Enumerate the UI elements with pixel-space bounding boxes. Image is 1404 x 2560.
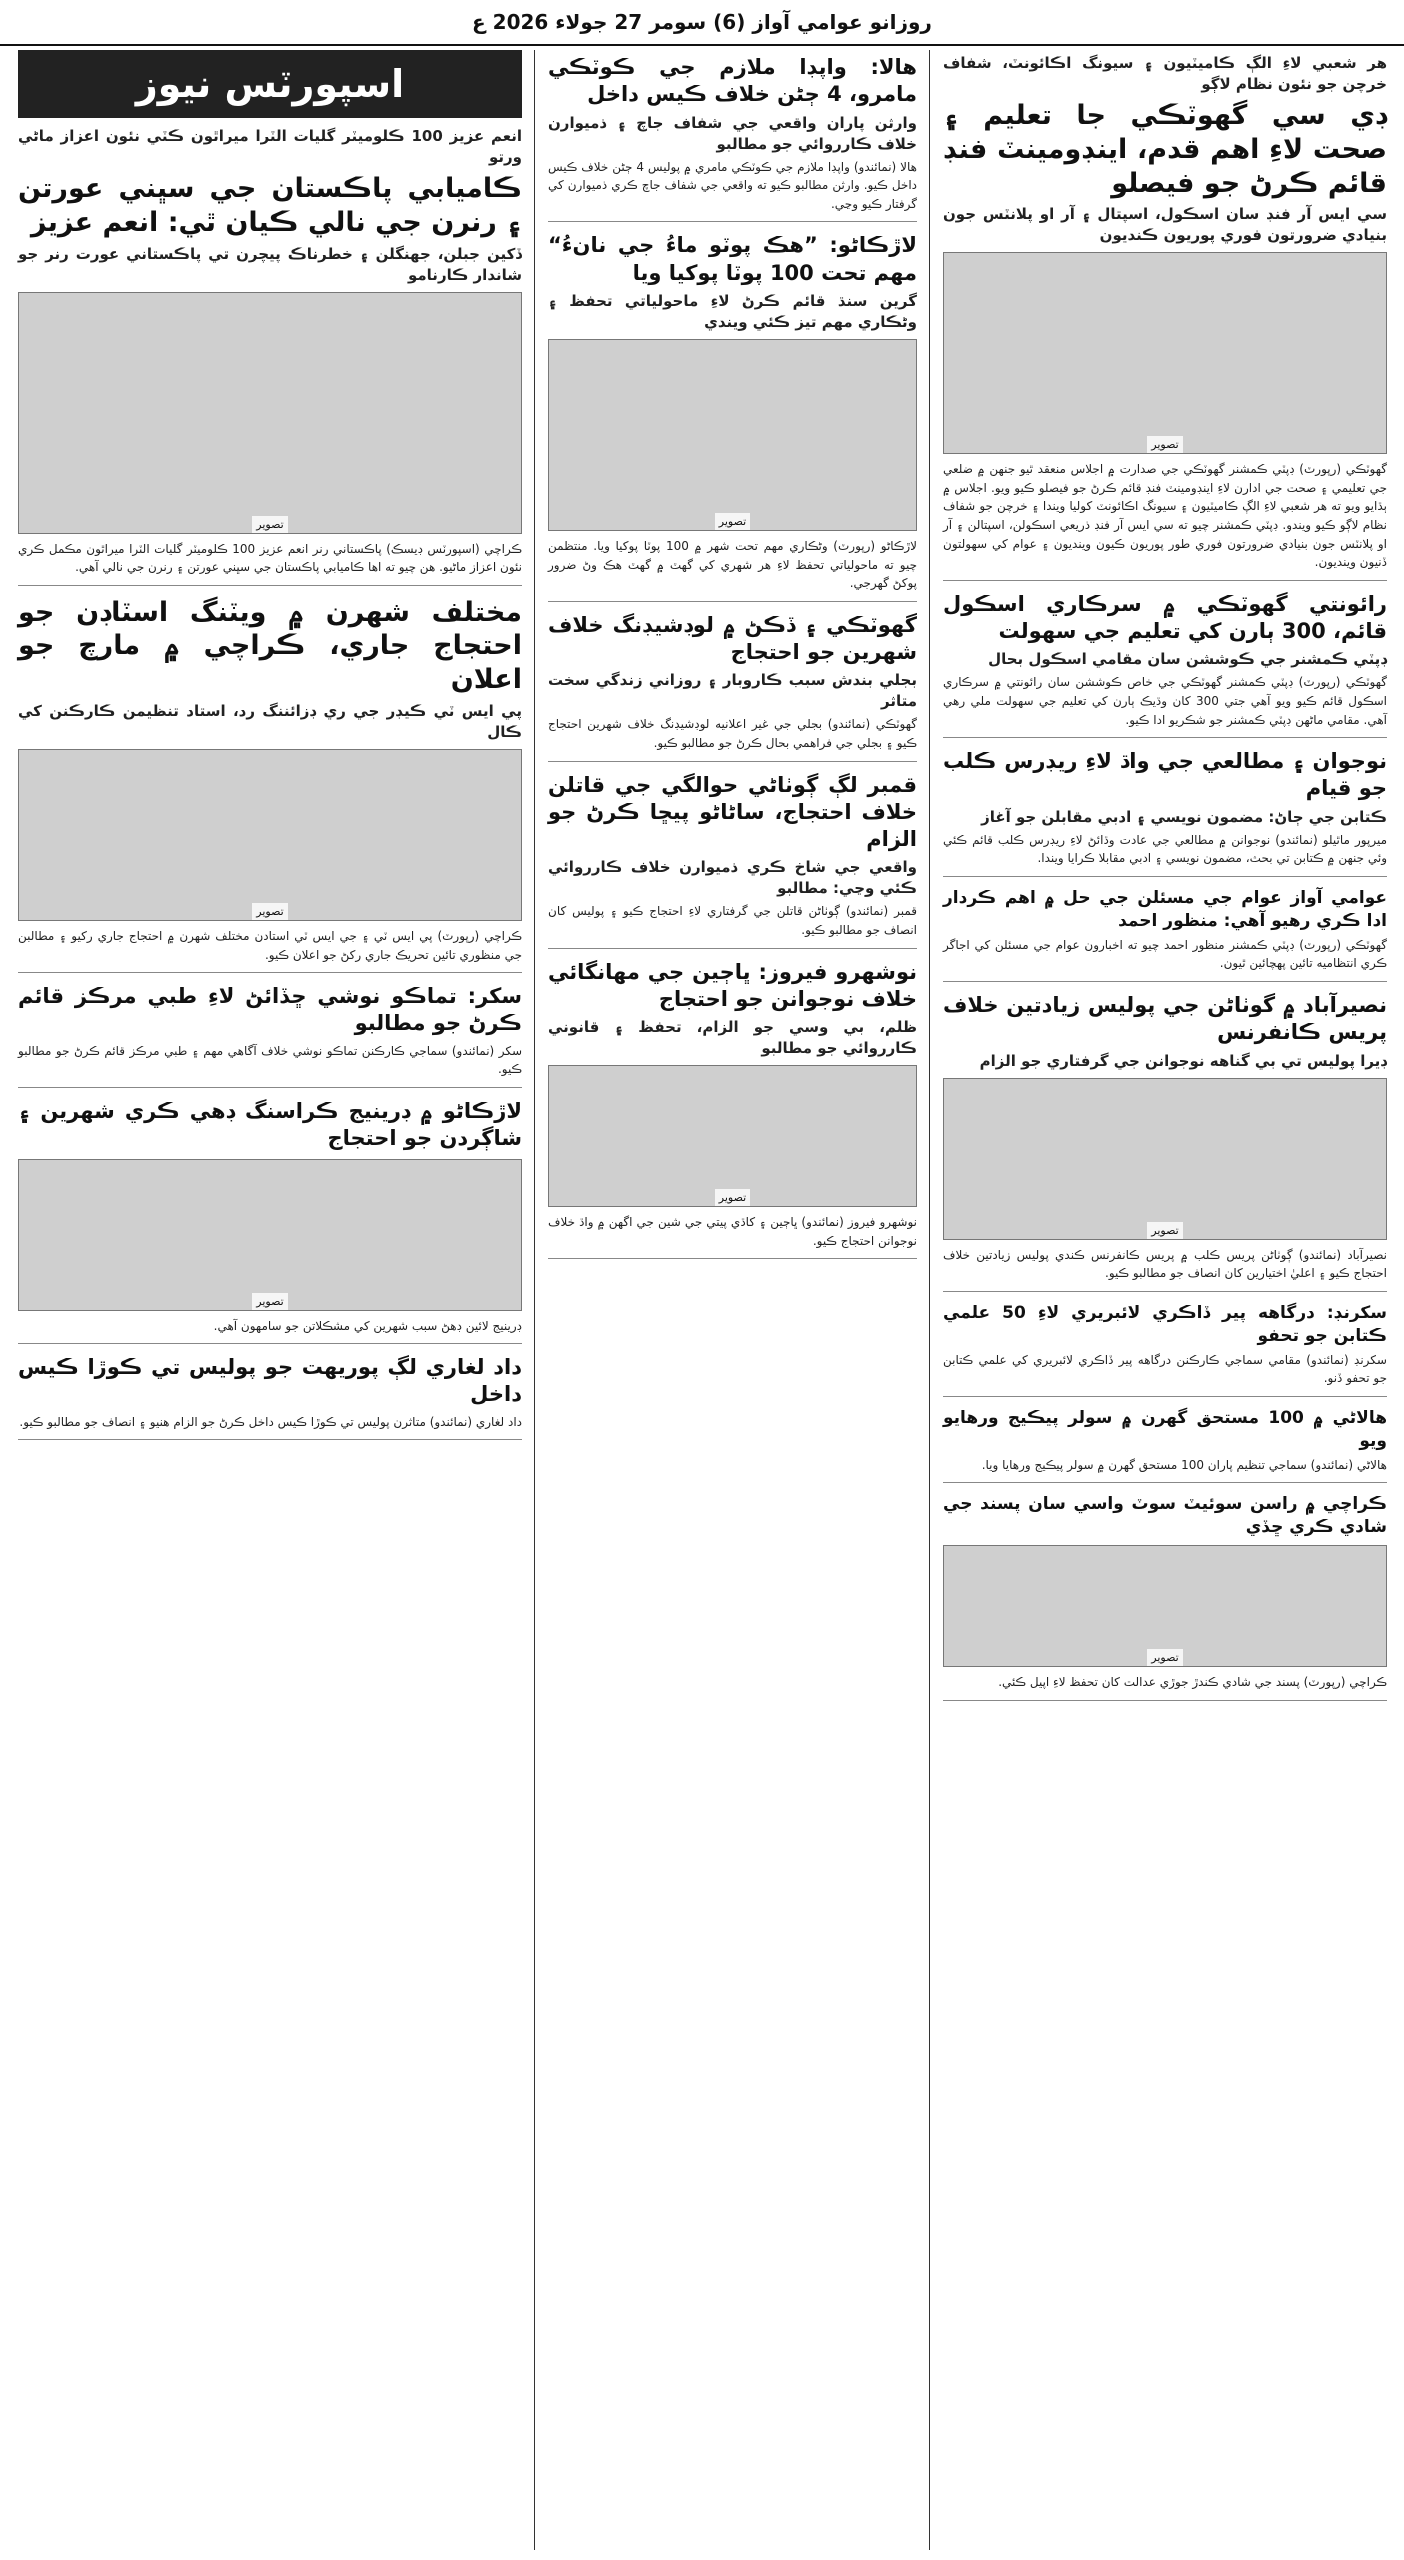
article — [943, 992, 1387, 1292]
article-body: لاڙڪاڻو (رپورٽ) وڻڪاري مهم تحت شهر ۾ 100 پوٽا پوکيا ويا. منتظمن چيو ته ماحولياتي تحفظ لاءِ هر شهري کي گهٽ ۾ گهٽ هڪ وڻ ضرور پوکڻ گهرجي. — [548, 538, 918, 591]
article-body: ڊرينيج لائين ڊهڻ سبب شهرين کي مشڪلاتن جو سامهون آهي. — [213, 1318, 522, 1333]
article-photo: تصوير — [943, 1078, 1387, 1240]
article-headline: عوامي آواز عوام جي مسئلن جي حل ۾ اهم ڪردار ادا ڪري رهيو آهي: منظور احمد — [943, 887, 1387, 931]
article-subhead: ڏکين جبلن، جهنگلن ۽ خطرناڪ پيچرن تي پاڪستاني عورت رنر جو شاندار ڪارنامو — [18, 244, 522, 284]
article-body: گهوٽڪي (رپورٽ) ڊپٽي ڪمشنر گهوٽڪي جي صدارت ۾ اجلاس منعقد ٿيو جنهن ۾ ضلعي جي تعليمي ۽ صحت جي ادارن لاءِ اينڊومينٽ فنڊ قائم ڪرڻ جو فيصلو ڪيو ويو. اجلاس ۾ ٻڌايو ويو ته هر شعبي لاءِ الڳ ڪاميٽيون ۽ سيونگ اڪائونٽ کوليا ويندا ۽ خرچن جو شفاف نظام لاڳو ڪيو ويندو. ڊپٽي ڪمشنر چيو ته سي ايس آر فنڊ ذريعي اسڪولن، اسپتالن ۽ آر او پلانٽس جون بنيادي ضرورتون فوري طور پوريون ڪيون وينديون ۽ عوام کي سهولتون ڏنيون وينديون. — [943, 462, 1387, 570]
article — [548, 959, 917, 1260]
column-middle — [540, 50, 925, 2550]
article — [943, 53, 1387, 581]
article-kicker: انعم عزيز 100 ڪلوميٽر گليات الٽرا ميراٿون ڪٽي نئون اعزاز ماڻي ورتو — [18, 127, 522, 166]
article — [548, 54, 917, 222]
article-headline: هالاڻي ۾ 100 مستحق گهرن ۾ سولر پيڪيج ورهايو ويو — [943, 1407, 1387, 1451]
article — [18, 596, 522, 973]
article-photo: تصوير — [18, 749, 522, 921]
article-subhead: بجلي بندش سبب ڪاروبار ۽ روزاني زندگي سخت متاثر — [548, 671, 917, 711]
article-body: گهوٽڪي (رپورٽ) ڊپٽي ڪمشنر منظور احمد چيو ته اخبارون عوام جي مسئلن کي اجاگر ڪري انتظاميه تائين پهچائين ٿيون. — [943, 937, 1387, 971]
article-headline: ڪراچي ۾ راسن سوئيٽ سوٽ واسي سان پسند جي شادي ڪري ڇڏي — [943, 1494, 1387, 1538]
article-body: گهوٽڪي (رپورٽ) ڊپٽي ڪمشنر گهوٽڪي جي خاص ڪوششن سان رائونتي ۾ سرڪاري اسڪول قائم ڪيو ويو آهي جتي 300 کان وڌيڪ ٻارن کي تعليم جي سهولت ملي رهي آهي. مقامي ماڻهن ڊپٽي ڪمشنر جو شڪريو ادا ڪيو. — [943, 675, 1388, 727]
article-photo: تصوير — [943, 252, 1387, 454]
article — [548, 232, 917, 601]
article-subhead: ڊپٽي ڪمشنر جي ڪوششن سان مقامي اسڪول بحال — [988, 650, 1387, 669]
article-subhead: واقعي جي شاخ ڪري ذميوارن خلاف ڪارروائي ڪئي وڃي: مطالبو — [548, 858, 917, 898]
article — [18, 1098, 522, 1344]
article-headline: نوشهرو فيروز: ڀاڄين جي مهانگائي خلاف نوجوانن جو احتجاج — [548, 959, 917, 1011]
article-headline: لاڙڪاڻو: ”هڪ پوٽو ماءُ جي نانءُ“ مهم تحت 100 پوٽا پوکيا ويا — [548, 233, 917, 285]
article — [943, 1493, 1387, 1700]
article-subhead: پي ايس ٽي ڪيڊر جي ري ڊزائننگ رد، استاد تنظيمن ڪارڪنن کي ڪال — [18, 701, 522, 741]
article-headline: نوجوان ۽ مطالعي جي واڌ لاءِ ريڊرس ڪلب جو قيام — [943, 749, 1387, 801]
article-photo: تصوير — [548, 1065, 917, 1207]
article — [943, 1302, 1387, 1397]
masthead: روزانو عوامي آواز (6) سومر 27 جولاء 2026 ع — [0, 0, 1404, 46]
article-headline: هالا: واپڊا ملازم جي ڪوٽڪي مامرو، 4 ڄڻن خلاف ڪيس داخل — [548, 55, 917, 107]
article-headline: مختلف شهرن ۾ ويٽنگ اسٽاڊن جو احتجاج جاري، ڪراچي ۾ مارچ جو اعلان — [18, 596, 522, 696]
column-divider — [534, 50, 535, 2550]
article-body: ڪراچي (اسپورٽس ڊيسڪ) پاڪستاني رنر انعم عزيز 100 ڪلوميٽر گليات الٽرا ميراٿون مڪمل ڪري نئون اعزاز ماڻيو. هن چيو ته اها ڪاميابي پاڪستان جي سڀني عورتن ۽ رنرن جي نالي آهي. — [18, 541, 522, 575]
article-subhead: گرين سنڌ قائم ڪرڻ لاءِ ماحولياتي تحفظ ۽ وڻڪاري مهم تيز ڪئي ويندي — [548, 291, 917, 331]
article-photo: تصوير — [18, 1159, 522, 1311]
column-divider — [929, 50, 930, 2550]
column-right — [935, 50, 1395, 2550]
column-left — [10, 50, 530, 2550]
article — [18, 50, 522, 586]
article-body: هالاڻي (نمائندو) سماجي تنظيم پاران 100 مستحق گهرن ۾ سولر پيڪيج ورهايا ويا. — [981, 1457, 1387, 1472]
article-headline: ڊي سي گهوٽڪي جا تعليم ۽ صحت لاءِ اهم قدم، اينڊومينٽ فنڊ قائم ڪرڻ جو فيصلو — [943, 100, 1387, 199]
article-body: قمبر (نمائندو) ڳوٺاڻن قاتلن جي گرفتاري لاءِ احتجاج ڪيو ۽ پوليس کان انصاف جو مطالبو ڪيو. — [548, 904, 917, 938]
article — [943, 748, 1387, 877]
article-body: داد لغاري (نمائندو) متاثرن پوليس تي ڪوڙا ڪيس داخل ڪرڻ جو الزام هنيو ۽ انصاف جو مطالبو ڪيو. — [19, 1414, 522, 1429]
article-body: ڪراچي (رپورٽ) پسند جي شادي ڪندڙ جوڙي عدالت کان تحفظ لاءِ اپيل ڪئي. — [998, 1675, 1387, 1690]
article-body: نصيرآباد (نمائندو) ڳوٺاڻن پريس ڪلب ۾ پريس ڪانفرنس ڪندي پوليس زيادتين خلاف احتجاج ڪيو ۽ اعليٰ اختيارين کان انصاف جو مطالبو ڪيو. — [943, 1247, 1387, 1281]
article-body: سکر (نمائندو) سماجي ڪارڪنن تماڪو نوشي خلاف آگاهي مهم ۽ طبي مرڪز قائم ڪرڻ جو مطالبو ڪيو. — [18, 1043, 522, 1077]
article-body: نوشهرو فيروز (نمائندو) ڀاڄين ۽ کاڌي پيتي جي شين جي اگهن ۾ واڌ خلاف نوجوانن احتجاج ڪيو. — [548, 1215, 917, 1248]
article-body: ميرپور ماٿيلو (نمائندو) نوجوانن ۾ مطالعي جي عادت وڌائڻ لاءِ ريڊرس ڪلب قائم ڪئي وئي جنهن ۾ ڪتابن تي بحث، مضمون نويسي ۽ ادبي مقابلا ڪرايا ويندا. — [943, 832, 1387, 866]
article — [18, 1354, 522, 1440]
article — [943, 1407, 1387, 1483]
article-headline: لاڙڪاڻو ۾ ڊرينيج ڪراسنگ ڊهي ڪري شهرين ۽ شاڳردن جو احتجاج — [18, 1098, 522, 1151]
article — [548, 772, 917, 949]
article-headline: گهوٽڪي ۽ ڏڪڻ ۾ لوڊشيڊنگ خلاف شهرين جو احتجاج — [548, 612, 917, 665]
article-body: گهوٽڪي (نمائندو) بجلي جي غير اعلانيه لوڊشيڊنگ خلاف شهرين احتجاج ڪيو ۽ بجلي جي فراهمي بحال ڪرڻ جو مطالبو ڪيو. — [548, 717, 917, 750]
article-headline: نصيرآباد ۾ گوٺاڻن جي پوليس زيادتين خلاف پريس ڪانفرنس — [943, 993, 1387, 1045]
article-subhead: وارثن پاران واقعي جي شفاف جاچ ۽ ذميوارن خلاف ڪارروائي جو مطالبو — [548, 113, 917, 153]
article-body: هالا (نمائندو) واپڊا ملازم جي ڪوٽڪي مامري ۾ پوليس 4 ڄڻن خلاف ڪيس داخل ڪيو. وارثن مطالبو ڪيو ته واقعي جي شفاف جاچ ڪري ذميوارن کي گرفتار ڪيو وڃي. — [548, 159, 917, 211]
article-body: ڪراچي (رپورٽ) پي ايس ٽي ۽ جي ايس ٽي استادن مختلف شهرن ۾ احتجاج جاري رکيو ۽ مطالبن جي منظوري تائين تحريڪ جاري رکڻ جو اعلان ڪيو. — [18, 928, 522, 962]
article — [18, 983, 522, 1088]
article-body: سکرنڊ (نمائندو) مقامي سماجي ڪارڪنن درگاهه پير ڏاڪري لائبريري کي علمي ڪتابن جو تحفو ڏنو. — [943, 1352, 1387, 1386]
article-headline: سکرنڊ: درگاهه پير ڏاڪري لائبريري لاءِ 50 علمي ڪتابن جو تحفو — [943, 1302, 1388, 1346]
article-subhead: ڪتابن جي ڄاڻ: مضمون نويسي ۽ ادبي مقابلن جو آغاز — [981, 807, 1387, 826]
article-headline: داد لغاري لڳ پوريهت جو پوليس تي ڪوڙا ڪيس داخل — [18, 1355, 522, 1407]
article-headline: قمبر لڳ ڳوٺاڻي حوالگي جي قاتلن خلاف احتجاج، ساڻاڻو پيڇا ڪرڻ جو الزام — [548, 772, 917, 852]
article-headline: رائونتي گهوٽڪي ۾ سرڪاري اسڪول قائم، 300 ٻارن کي تعليم جي سهولت — [943, 591, 1387, 644]
article-subhead: ڊيرا پوليس تي بي گناهه نوجوانن جي گرفتاري جو الزام — [979, 1051, 1387, 1070]
article-headline: سکر: تماڪو نوشي ڇڏائڻ لاءِ طبي مرڪز قائم ڪرڻ جو مطالبو — [18, 984, 522, 1036]
sports-banner: اسپورٽس نيوز — [18, 50, 522, 118]
article-photo: تصوير — [18, 292, 522, 534]
article-photo: تصوير — [548, 339, 917, 531]
article — [943, 887, 1387, 982]
article-kicker: هر شعبي لاءِ الڳ ڪاميٽيون ۽ سيونگ اڪائونٽ، شفاف خرچن جو نئون نظام لاڳو — [943, 54, 1387, 93]
article-photo: تصوير — [943, 1545, 1387, 1667]
article — [548, 612, 917, 762]
article-headline: ڪاميابي پاڪستان جي سڀني عورتن ۽ رنرن جي نالي ڪيان ٿي: انعم عزيز — [18, 173, 522, 238]
article — [943, 591, 1387, 738]
article-subhead: ظلم، بي وسي جو الزام، تحفظ ۽ قانوني ڪارروائي جو مطالبو — [548, 1018, 917, 1058]
article-subhead: سي ايس آر فنڊ سان اسڪول، اسپتال ۽ آر او پلانٽس جون بنيادي ضرورتون فوري پوريون ڪنديون — [943, 205, 1387, 245]
